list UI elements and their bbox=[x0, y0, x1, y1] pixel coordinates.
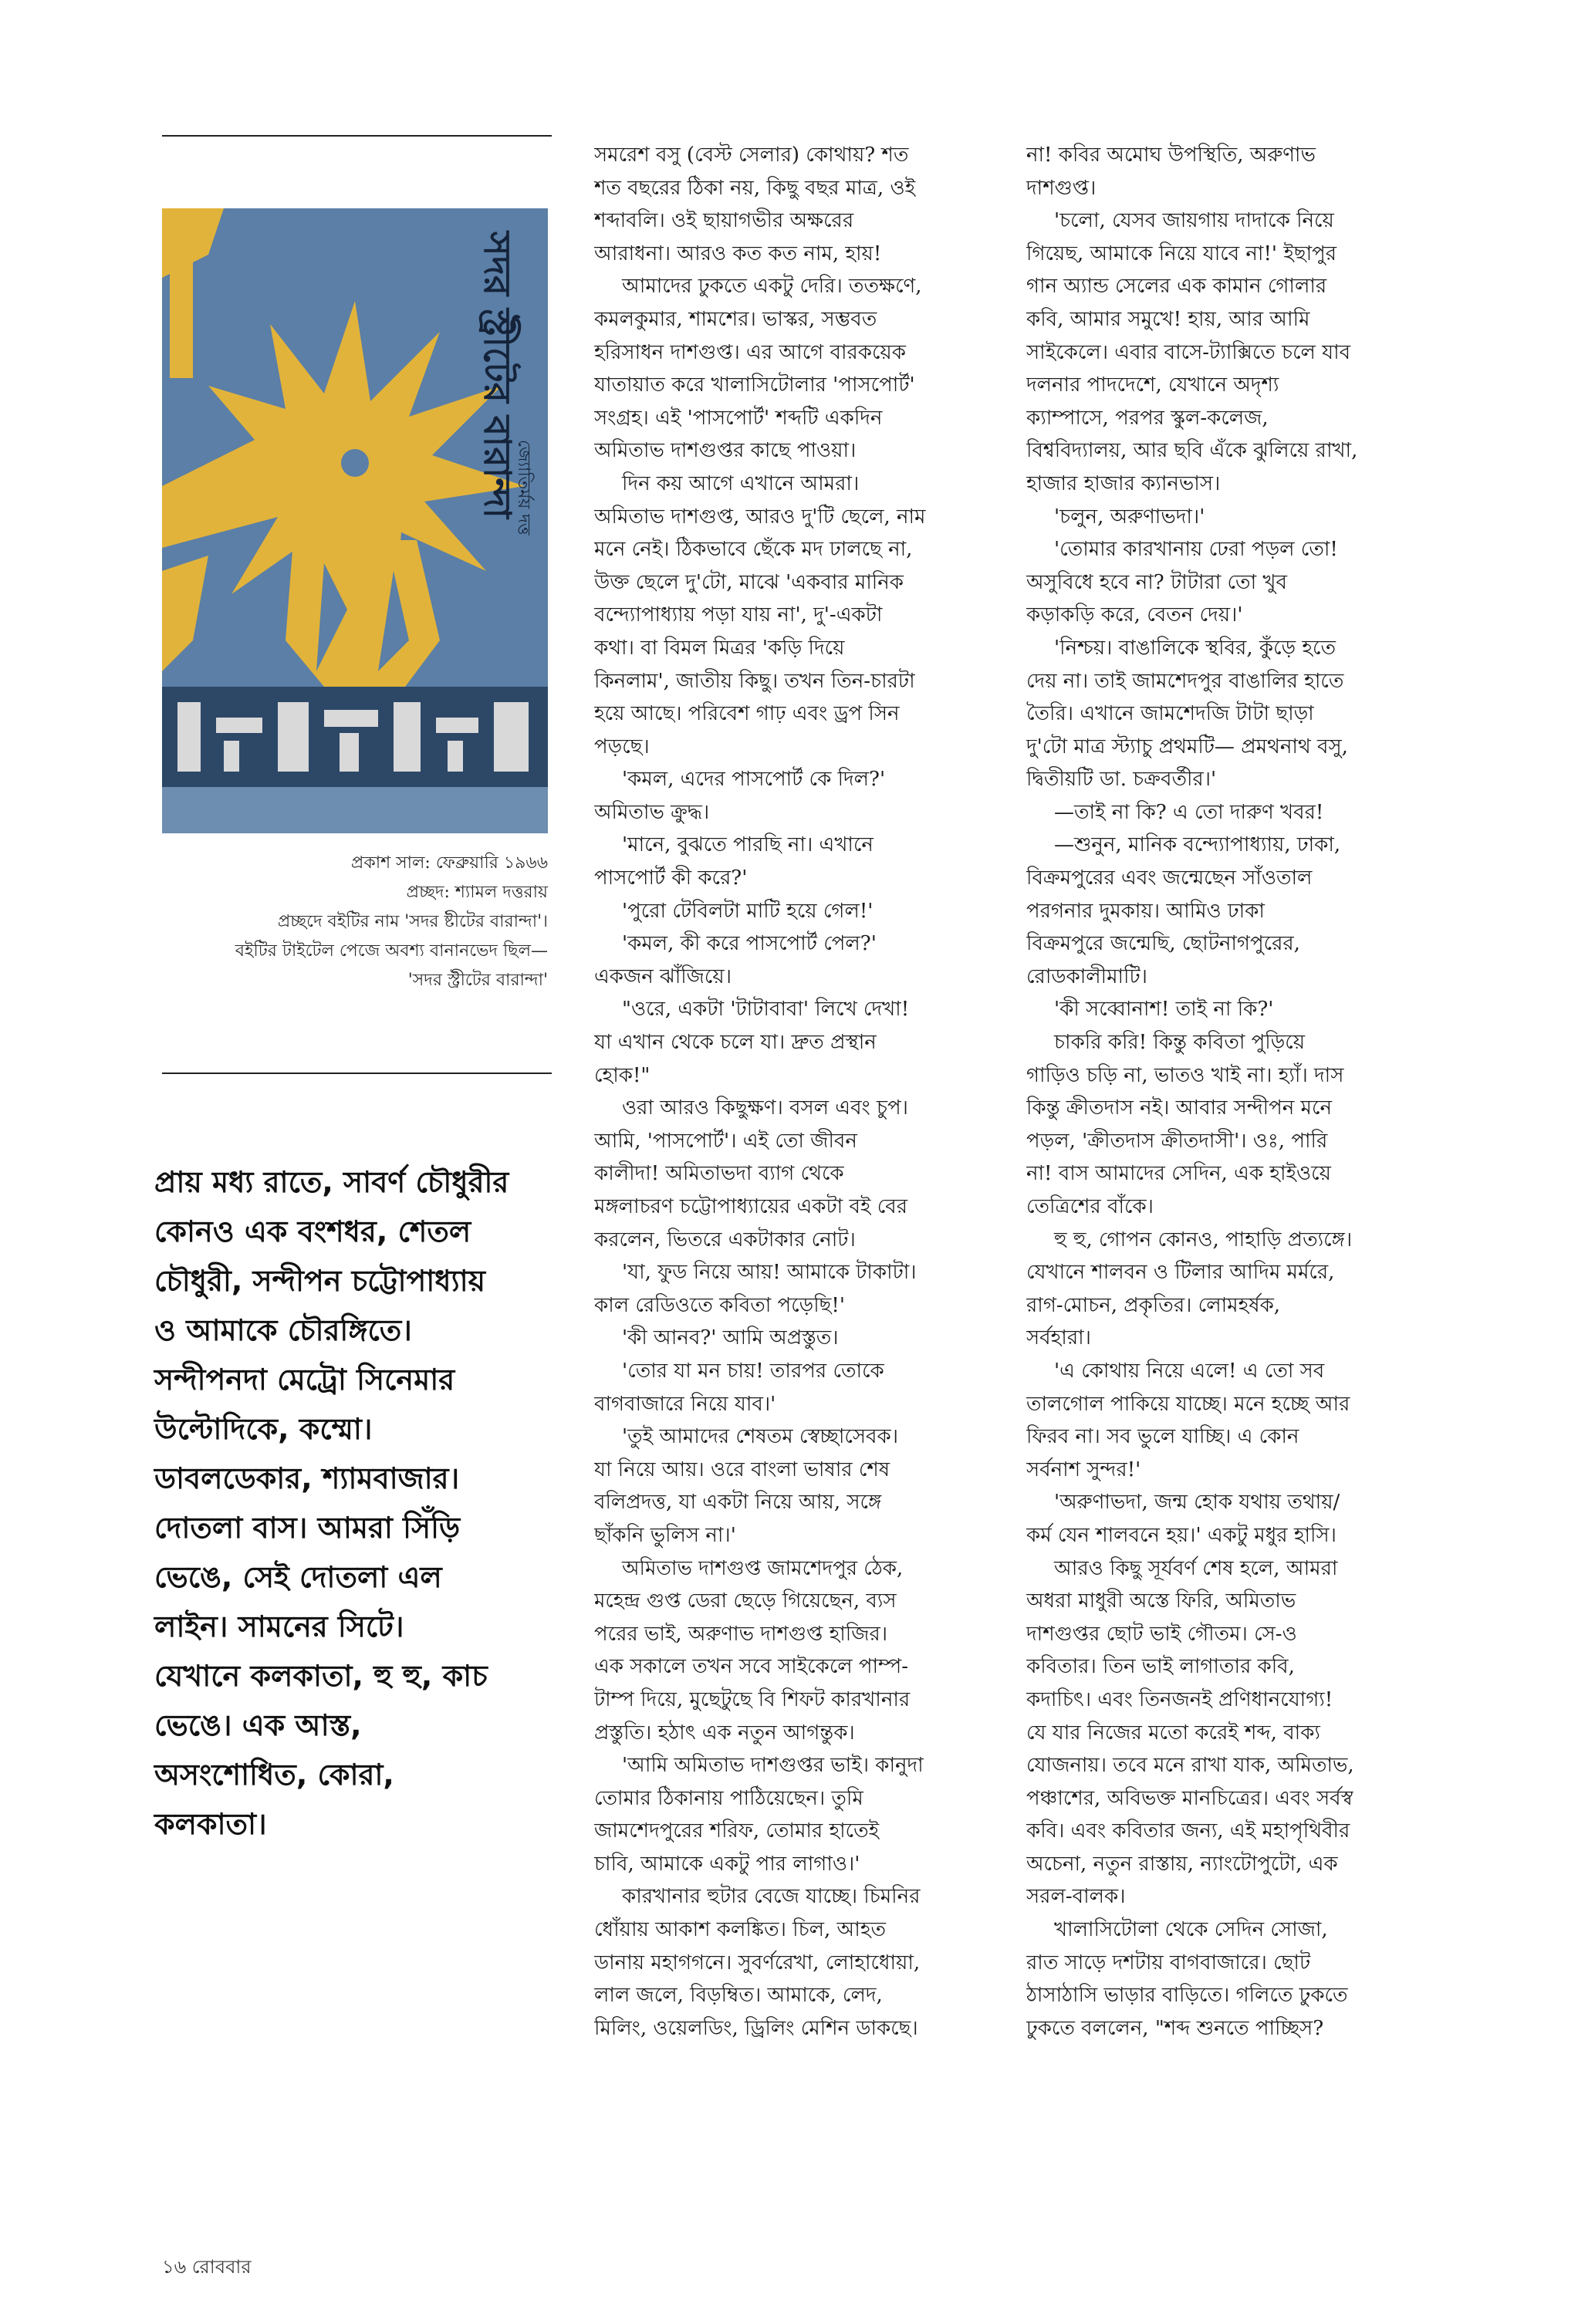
text-line: দাশগুপ্ত। bbox=[1026, 176, 1097, 200]
text-line: 'পুরো টেবিলটা মাটি হয়ে গেল!' bbox=[622, 899, 874, 923]
text-line: বাগবাজারে নিয়ে যাব।' bbox=[594, 1392, 776, 1416]
text-line: ওরা আরও কিছুক্ষণ। বসল এবং চুপ। bbox=[622, 1096, 908, 1120]
text-line: অসুবিধে হবে না? টাটারা তো খুব bbox=[1026, 570, 1287, 594]
text-line: ঠাসাঠাসি ভাড়ার বাড়িতে। গলিতে ঢুকতে bbox=[1026, 1984, 1348, 2008]
text-line: 'এ কোথায় নিয়ে এলে! এ তো সব bbox=[1054, 1359, 1325, 1383]
text-line: এক সকালে তখন সবে সাইকেলে পাম্প- bbox=[594, 1655, 909, 1679]
text-line: আমাদের ঢুকতে একটু দেরি। ততক্ষণে, bbox=[622, 275, 922, 299]
text-line: কমলকুমার, শামশের। ভাস্কর, সম্ভবত bbox=[594, 307, 877, 331]
article-column-1 bbox=[594, 139, 1011, 2045]
text-line: হাজার হাজার ক্যানভাস। bbox=[1026, 471, 1221, 495]
text-line: কবি, আমার সমুখে! হায়, আর আমি bbox=[1026, 307, 1310, 331]
text-line: 'মানে, বুঝতে পারছি না। এখানে bbox=[622, 833, 874, 857]
pullquote-line: চৌধুরী, সন্দীপন চট্টোপাধ্যায় bbox=[154, 1264, 485, 1298]
cover-title-text: সদর স্ট্রীটের বারান্দা bbox=[475, 231, 519, 519]
text-line: আমি, 'পাসপোর্ট'। এই তো জীবন bbox=[594, 1129, 857, 1153]
text-line: গান অ্যান্ড সেলের এক কামান গোলার bbox=[1026, 275, 1327, 299]
pullquote-line: প্রায় মধ্য রাতে, সাবর্ণ চৌধুরীর bbox=[154, 1165, 509, 1199]
text-line: 'কী আনব?' আমি অপ্রস্তুত। bbox=[622, 1326, 839, 1350]
text-line: 'তোমার কারখানায় ঢেরা পড়ল তো! bbox=[1054, 538, 1338, 562]
text-line: অমিতাভ দাশগুপ্ত, আরও দু'টি ছেলে, নাম bbox=[594, 505, 926, 529]
text-line: জামশেদপুরের শরিফ, তোমার হাতেই bbox=[594, 1819, 880, 1843]
text-line: ফিরব না। সব ভুলে যাচ্ছি। এ কোন bbox=[1026, 1425, 1299, 1449]
text-line: দেয় না। তাই জামশেদপুর বাঙালির হাতে bbox=[1026, 669, 1344, 693]
text-line: সর্বহারা। bbox=[1026, 1326, 1091, 1350]
pullquote-line: লাইন। সামনের সিটে। bbox=[154, 1610, 404, 1643]
text-line: যাতায়াত করে খালাসিটোলার 'পাসপোর্ট' bbox=[594, 373, 915, 397]
text-line: —তাই না কি? এ তো দারুণ খবর! bbox=[1054, 800, 1324, 824]
text-line: আরাধনা। আরও কত কত নাম, হায়! bbox=[594, 242, 882, 265]
text-line: সরল-বালক। bbox=[1026, 1885, 1126, 1909]
pullquote-line: উল্টোদিকে, কম্মো। bbox=[154, 1412, 373, 1446]
cover-caption bbox=[108, 849, 548, 995]
text-line: প্রস্তুতি। হঠাৎ এক নতুন আগন্তুক। bbox=[594, 1721, 855, 1745]
pullquote-line: ও আমাকে চৌরঙ্গিতে। bbox=[154, 1313, 412, 1347]
text-line: বন্দ্যোপাধ্যায় পড়া যায় না', দু'-একটা bbox=[594, 603, 883, 627]
text-line: দিন কয় আগে এখানে আমরা। bbox=[622, 471, 860, 495]
text-line: মহেন্দ্র গুপ্ত ডেরা ছেড়ে গিয়েছেন, ব্যস bbox=[594, 1589, 897, 1613]
caption-line: প্রচ্ছদ: শ্যামল দত্তরায় bbox=[406, 883, 548, 902]
text-line: ঢুকতে বললেন, "শব্দ শুনতে পাচ্ছিস? bbox=[1026, 2016, 1324, 2040]
text-line: কবি। এবং কবিতার জন্য, এই মহাপৃথিবীর bbox=[1026, 1819, 1350, 1843]
caption-line: বইটির টাইটেল পেজে অবশ্য বানানভেদ ছিল— bbox=[235, 941, 548, 961]
text-line: পঞ্চাশের, অবিভক্ত মানচিত্রের। এবং সর্বস্ব bbox=[1026, 1786, 1353, 1810]
text-line: 'কী সব্বোনাশ! তাই না কি?' bbox=[1054, 998, 1274, 1022]
text-line: দ্বিতীয়টি ডা. চক্রবর্তীর।' bbox=[1026, 768, 1217, 792]
text-line: সংগ্রহ। এই 'পাসপোর্ট' শব্দটি একদিন bbox=[594, 406, 883, 430]
text-line: অমিতাভ ক্রুদ্ধ। bbox=[594, 800, 710, 824]
pullquote-line: কোনও এক বংশধর, শেতল bbox=[154, 1214, 471, 1248]
text-line: করলেন, ভিতরে একটাকার নোট। bbox=[594, 1228, 856, 1252]
text-line: যা এখান থেকে চলে যা। দ্রুত প্রস্থান bbox=[594, 1031, 877, 1055]
top-rule bbox=[162, 135, 552, 137]
text-line: কিন্তু ক্রীতদাস নই। আবার সন্দীপন মনে bbox=[1026, 1096, 1332, 1120]
text-line: মিলিং, ওয়েলডিং, ড্রিলিং মেশিন ডাকছে। bbox=[594, 2016, 918, 2040]
text-line: 'কমল, এদের পাসপোর্ট কে দিল?' bbox=[622, 768, 886, 792]
text-line: আরও কিছু সূর্যবর্ণ শেষ হলে, আমরা bbox=[1054, 1556, 1338, 1580]
text-line: সাইকেলে। এবার বাসে-ট্যাক্সিতে চলে যাব bbox=[1026, 340, 1351, 364]
text-line: রাগ-মোচন, প্রকৃতির। লোমহর্ষক, bbox=[1026, 1293, 1281, 1317]
cover-author-text: জ্যোতির্ময় দত্ত bbox=[514, 440, 533, 535]
text-line: মনে নেই। ঠিকভাবে ছেঁকে মদ ঢালছে না, bbox=[594, 538, 913, 562]
text-line: কর্ম যেন শালবনে হয়।' একটু মধুর হাসি। bbox=[1026, 1523, 1336, 1547]
text-line: বিশ্ববিদ্যালয়, আর ছবি এঁকে ঝুলিয়ে রাখা, bbox=[1026, 439, 1358, 463]
text-line: 'চলো, যেসব জায়গায় দাদাকে নিয়ে bbox=[1054, 209, 1334, 233]
text-line: না! বাস আমাদের সেদিন, এক হাইওয়ে bbox=[1026, 1162, 1331, 1186]
caption-line: প্রকাশ সাল: ফেব্রুয়ারি ১৯৬৬ bbox=[350, 853, 548, 873]
text-line: গাড়িও চড়ি না, ভাতও খাই না। হ্যাঁ। দাস bbox=[1026, 1063, 1344, 1087]
text-line: হোক!" bbox=[594, 1063, 651, 1087]
text-line: কালীদা! অমিতাভদা ব্যাগ থেকে bbox=[594, 1162, 844, 1186]
pullquote-line: ভেঙে। এক আস্ত, bbox=[154, 1708, 362, 1742]
text-line: চাবি, আমাকে একটু পার লাগাও।' bbox=[594, 1852, 860, 1876]
text-line: অমিতাভ দাশগুপ্তর কাছে পাওয়া। bbox=[594, 439, 857, 463]
text-line: দু'টো মাত্র স্ট্যাচু প্রথমটি— প্রমথনাথ বসু, bbox=[1026, 735, 1348, 758]
text-line: "ওরে, একটা 'টাটাবাবা' লিখে দেখা! bbox=[622, 998, 910, 1022]
text-line: তৈরি। এখানে জামশেদজি টাটা ছাড়া bbox=[1026, 702, 1314, 726]
text-line: রোডকালীমাটি। bbox=[1026, 964, 1147, 988]
pullquote-line: ডাবলডেকার, শ্যামবাজার। bbox=[154, 1461, 460, 1495]
text-line: 'অরুণাভদা, জন্ম হোক যথায় তথায়/ bbox=[1054, 1491, 1340, 1515]
text-line: 'আমি অমিতাভ দাশগুপ্তর ভাই। কানুদা bbox=[622, 1754, 924, 1778]
text-line: পরের ভাই, অরুণাভ দাশগুপ্ত হাজির। bbox=[594, 1622, 888, 1646]
text-line: দলনার পাদদেশে, যেখানে অদৃশ্য bbox=[1026, 373, 1279, 397]
text-line: হরিসাধন দাশগুপ্ত। এর আগে বারকয়েক bbox=[594, 340, 906, 364]
article-column-2 bbox=[1026, 139, 1443, 2045]
text-line: ছাঁকনি ভুলিস না।' bbox=[594, 1523, 736, 1547]
text-line: 'কমল, কী করে পাসপোর্ট পেল?' bbox=[622, 932, 877, 956]
text-line: শত বছরের ঠিকা নয়, কিছু বছর মাত্র, ওই bbox=[594, 176, 916, 200]
text-line: একজন ঝাঁজিয়ে। bbox=[594, 964, 732, 988]
text-line: 'যা, ফুড নিয়ে আয়! আমাকে টাকাটা। bbox=[622, 1261, 917, 1285]
text-line: দাশগুপ্তর ছোট ভাই গৌতম। সে-ও bbox=[1026, 1622, 1297, 1646]
pullquote-line: কলকাতা। bbox=[154, 1807, 267, 1841]
text-line: —শুনুন, মানিক বন্দ্যোপাধ্যায়, ঢাকা, bbox=[1054, 833, 1341, 857]
text-line: শব্দাবলি। ওই ছায়াগভীর অক্ষরের bbox=[594, 209, 854, 233]
text-line: মঙ্গলাচরণ চট্টোপাধ্যায়ের একটা বই বের bbox=[594, 1195, 908, 1218]
text-line: অমিতাভ দাশগুপ্ত জামশেদপুর ঠেক, bbox=[622, 1556, 904, 1580]
text-line: কড়াকড়ি করে, বেতন দেয়।' bbox=[1026, 603, 1243, 627]
text-line: রাত সাড়ে দশটায় বাগবাজারে। ছোট bbox=[1026, 1951, 1311, 1974]
caption-line: 'সদর স্ট্রীটের বারান্দা' bbox=[407, 971, 548, 990]
text-line: যে যার নিজের মতো করেই শব্দ, বাক্য bbox=[1026, 1721, 1320, 1745]
text-line: খালাসিটোলা থেকে সেদিন সোজা, bbox=[1054, 1918, 1328, 1942]
text-line: কবিতার। তিন ভাই লাগাতার কবি, bbox=[1026, 1655, 1295, 1679]
text-line: ডানায় মহাগগনে। সুবর্ণরেখা, লোহাধোয়া, bbox=[594, 1951, 921, 1974]
text-line: ধোঁয়ায় আকাশ কলঙ্কিত। চিল, আহত bbox=[594, 1918, 887, 1942]
pullquote-line: ভেঙে, সেই দোতলা এল bbox=[154, 1560, 442, 1594]
text-line: বিক্রমপুরের এবং জন্মেছেন সাঁওতাল bbox=[1026, 866, 1313, 890]
text-line: পরগনার দুমকায়। আমিও ঢাকা bbox=[1026, 899, 1265, 923]
book-cover-image bbox=[162, 208, 548, 833]
page-folio: ১৬ রোববার bbox=[162, 2256, 252, 2278]
pullquote-rule bbox=[162, 1072, 552, 1074]
caption-line: প্রচ্ছদে বইটির নাম 'সদর ষ্টীটের বারান্দা'। bbox=[277, 912, 548, 931]
text-line: 'চলুন, অরুণাভদা।' bbox=[1054, 505, 1205, 529]
text-line: কাল রেডিওতে কবিতা পড়েছি!' bbox=[594, 1293, 846, 1317]
text-line: গিয়েছ, আমাকে নিয়ে যাবে না!' ইছাপুর bbox=[1026, 242, 1337, 265]
text-line: পড়ছে। bbox=[594, 735, 650, 758]
text-line: টাম্প দিয়ে, মুছেটুছে বি শিফট কারখানার bbox=[594, 1687, 911, 1711]
text-line: যোজনায়। তবে মনে রাখা যাক, অমিতাভ, bbox=[1026, 1754, 1354, 1778]
text-line: তোমার ঠিকানায় পাঠিয়েছেন। তুমি bbox=[594, 1786, 863, 1810]
text-line: যেখানে শালবন ও টিলার আদিম মর্মরে, bbox=[1026, 1261, 1335, 1285]
text-line: সর্বনাশ সুন্দর!' bbox=[1026, 1458, 1141, 1481]
text-line: উক্ত ছেলে দু'টো, মাঝে 'একবার মানিক bbox=[594, 570, 904, 594]
text-line: কিনলাম', জাতীয় কিছু। তখন তিন-চারটা bbox=[594, 669, 915, 693]
text-line: অধরা মাধুরী অস্তে ফিরি, অমিতাভ bbox=[1026, 1589, 1296, 1613]
text-line: তেত্রিশের বাঁকে। bbox=[1026, 1195, 1154, 1218]
text-line: অচেনা, নতুন রাস্তায়, ন্যাংটোপুটো, এক bbox=[1026, 1852, 1338, 1876]
text-line: হু হু, গোপন কোনও, পাহাড়ি প্রত্যঙ্গে। bbox=[1054, 1228, 1353, 1252]
text-line: যা নিয়ে আয়। ওরে বাংলা ভাষার শেষ bbox=[594, 1458, 890, 1481]
text-line: সমরেশ বসু (বেস্ট সেলার) কোথায়? শত bbox=[594, 144, 909, 167]
pullquote-line: অসংশোধিত, কোরা, bbox=[154, 1758, 394, 1792]
text-line: কদাচিৎ। এবং তিনজনই প্রণিধানযোগ্য! bbox=[1026, 1687, 1333, 1711]
text-line: হয়ে আছে। পরিবেশ গাঢ় এবং ড্রপ সিন bbox=[594, 702, 900, 726]
text-line: 'নিশ্চয়। বাঙালিকে স্থবির, কুঁড়ে হতে bbox=[1054, 636, 1336, 660]
text-line: লাল জলে, বিড়ম্বিত। আমাকে, লেদ, bbox=[594, 1984, 883, 2008]
text-line: না! কবির অমোঘ উপস্থিতি, অরুণাভ bbox=[1026, 144, 1316, 167]
text-line: কথা। বা বিমল মিত্রর 'কড়ি দিয়ে bbox=[594, 636, 845, 660]
text-line: বিক্রমপুরে জন্মেছি, ছোটনাগপুরের, bbox=[1026, 932, 1300, 956]
pullquote-line: যেখানে কলকাতা, হু হু, কাচ bbox=[154, 1659, 488, 1693]
text-line: তালগোল পাকিয়ে যাচ্ছে। মনে হচ্ছে আর bbox=[1026, 1392, 1350, 1416]
text-line: কারখানার হুটার বেজে যাচ্ছে। চিমনির bbox=[622, 1885, 921, 1909]
pullquote-line: সন্দীপনদা মেট্রো সিনেমার bbox=[154, 1363, 455, 1397]
text-line: বলিপ্রদত্ত, যা একটা নিয়ে আয়, সঙ্গে bbox=[594, 1491, 882, 1515]
text-line: পড়ল, 'ক্রীতদাস ক্রীতদাসী'। ওঃ, পারি bbox=[1026, 1129, 1328, 1153]
text-line: 'তোর যা মন চায়! তারপর তোকে bbox=[622, 1359, 884, 1383]
text-line: পাসপোর্ট কী করে?' bbox=[594, 866, 748, 890]
pull-quote bbox=[154, 1157, 571, 1849]
text-line: 'তুই আমাদের শেষতম স্বেচ্ছাসেবক। bbox=[622, 1425, 899, 1449]
pullquote-line: দোতলা বাস। আমরা সিঁড়ি bbox=[154, 1511, 461, 1545]
text-line: চাকরি করি! কিন্তু কবিতা পুড়িয়ে bbox=[1054, 1031, 1306, 1055]
text-line: ক্যাম্পাসে, পরপর স্কুল-কলেজ, bbox=[1026, 406, 1269, 430]
